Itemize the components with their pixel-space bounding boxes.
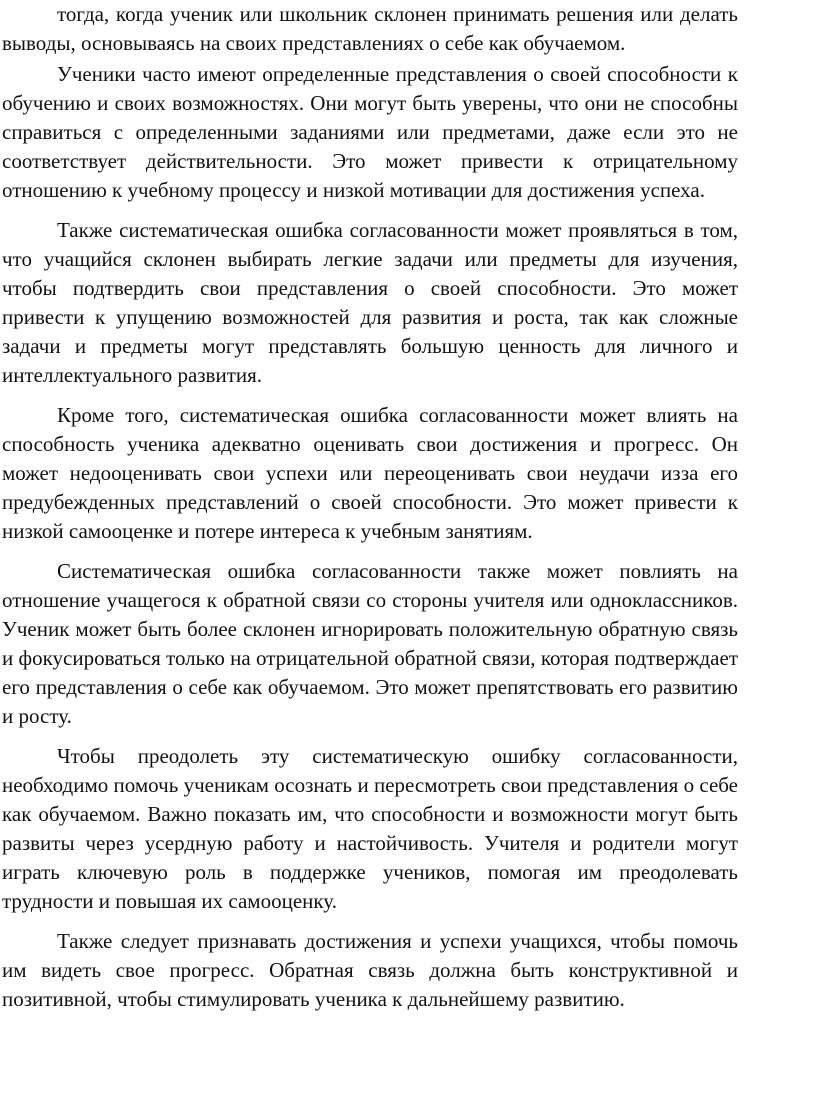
paragraph: Ученики часто имеют определенные представления о своей способности к обучению и своих возможностях. Они могут быть уверены, что они не способны справиться с определенными заданиями или предметами, даже если это не соответствует действительности. Это может привести к отрицательному отношению к учебному процессу и низкой мотивации для достижения успеха.	[2, 62, 738, 202]
paragraph: Также следует признавать достижения и успехи учащихся, чтобы помочь им видеть свое прогресс. Обратная связь должна быть конструктивной и позитивной, чтобы стимулировать ученика к дальнейшему развитию.	[2, 929, 738, 1011]
paragraph-continuation: тогда, когда ученик или школьник склонен принимать решения или делать выводы, основываясь на своих представлениях о себе как обучаемом.	[2, 2, 738, 55]
paragraph: Систематическая ошибка согласованности также может повлиять на отношение учащегося к обратной связи со стороны учителя или одноклассников. Ученик может быть более склонен игнорировать положительную обратную связь и фокусироваться только на отрицательной обратной связи, которая подтверждает его представления о себе как обучаемом. Это может препятствовать его развитию и росту.	[2, 559, 738, 728]
paragraph: Чтобы преодолеть эту систематическую ошибку согласованности, необходимо помочь ученикам осознать и пересмотреть свои представления о себе как обучаемом. Важно показать им, что способности и возможности могут быть развиты через усердную работу и настойчивость. Учителя и родители могут играть ключевую роль в поддержке учеников, помогая им преодолевать трудности и повышая их самооценку.	[2, 744, 738, 913]
paragraph: Кроме того, систематическая ошибка согласованности может влиять на способность ученика адекватно оценивать свои достижения и прогресс. Он может недооценивать свои успехи или переоценивать свои неудачи изза его предубежденных представлений о своей способности. Это может привести к низкой самооценке и потере интереса к учебным занятиям.	[2, 403, 738, 543]
paragraph: Также систематическая ошибка согласованности может проявляться в том, что учащийся склонен выбирать легкие задачи или предметы для изучения, чтобы подтвердить свои представления о своей способности. Это может привести к упущению возможностей для развития и роста, так как сложные задачи и предметы могут представлять большую ценность для личного и интеллектуального развития.	[2, 218, 738, 387]
